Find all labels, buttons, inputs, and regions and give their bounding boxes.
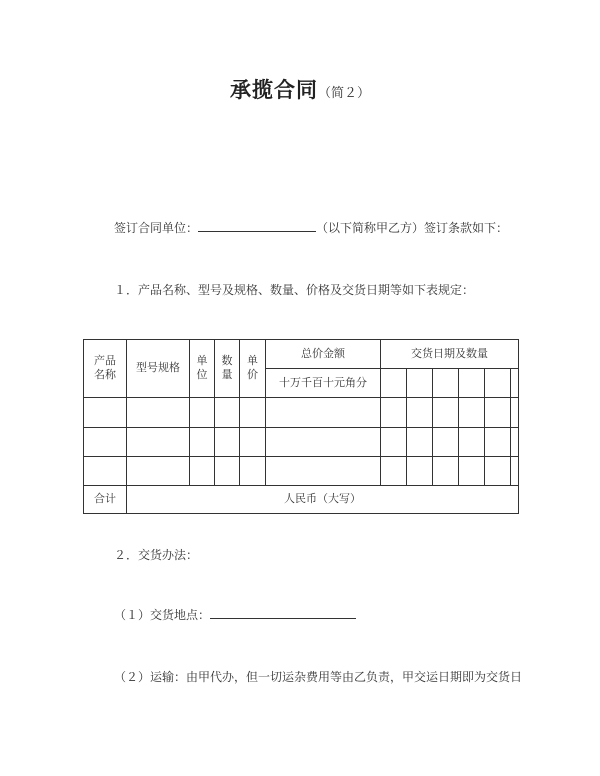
cell[interactable]: [190, 457, 215, 486]
header-product-name: 产品名称: [84, 340, 127, 398]
header-unit: 单位: [190, 340, 215, 398]
table-footer-row: [84, 486, 519, 514]
cell[interactable]: [433, 457, 459, 486]
delivery-location-blank[interactable]: [210, 606, 356, 619]
document-title: [0, 74, 600, 104]
parties-blank[interactable]: [198, 219, 316, 232]
header-quantity: 数量: [215, 340, 240, 398]
cell[interactable]: [459, 457, 485, 486]
parties-line: [114, 219, 508, 236]
cell[interactable]: [190, 398, 215, 428]
cell[interactable]: [511, 369, 519, 398]
cell[interactable]: [459, 398, 485, 428]
cell[interactable]: [266, 428, 381, 457]
cell[interactable]: [407, 369, 433, 398]
cell[interactable]: [215, 428, 240, 457]
cell[interactable]: [84, 457, 127, 486]
footer-label: 合计: [84, 486, 127, 514]
table-row: [84, 457, 519, 486]
cell[interactable]: [511, 457, 519, 486]
cell[interactable]: [240, 428, 266, 457]
cell[interactable]: [84, 398, 127, 428]
cell[interactable]: [433, 428, 459, 457]
cell[interactable]: [485, 369, 511, 398]
header-total-amount: 总价金额: [266, 340, 381, 369]
cell[interactable]: [127, 398, 190, 428]
cell[interactable]: [127, 457, 190, 486]
cell[interactable]: [511, 428, 519, 457]
header-unit-price: 单价: [240, 340, 266, 398]
header-model-spec: 型号规格: [127, 340, 190, 398]
parties-suffix: （以下简称甲乙方）签订条款如下：: [316, 221, 509, 235]
cell[interactable]: [127, 428, 190, 457]
clause-2: ２．交货办法：: [114, 548, 199, 562]
cell[interactable]: [84, 428, 127, 457]
cell[interactable]: [266, 457, 381, 486]
table-row: [84, 428, 519, 457]
title-main: 承揽合同: [229, 78, 318, 102]
cell[interactable]: [381, 457, 407, 486]
cell[interactable]: [459, 369, 485, 398]
cell[interactable]: [485, 428, 511, 457]
title-sub: （简２）: [317, 86, 370, 101]
clause-2-1-label: （１）交货地点：: [114, 608, 211, 622]
cell[interactable]: [381, 369, 407, 398]
cell[interactable]: [407, 428, 433, 457]
cell[interactable]: [407, 457, 433, 486]
footer-value[interactable]: 人民币（大写）: [127, 486, 519, 514]
cell[interactable]: [240, 398, 266, 428]
cell[interactable]: [407, 398, 433, 428]
cell[interactable]: [266, 398, 381, 428]
clause-2-1: [114, 606, 356, 623]
header-total-digits: 十万千百十元角分: [266, 369, 381, 398]
cell[interactable]: [190, 428, 215, 457]
cell[interactable]: [433, 398, 459, 428]
parties-label: 签订合同单位：: [114, 221, 199, 235]
cell[interactable]: [511, 398, 519, 428]
cell[interactable]: [381, 398, 407, 428]
header-delivery: 交货日期及数量: [381, 340, 519, 369]
cell[interactable]: [215, 457, 240, 486]
clause-1: １．产品名称、型号及规格、数量、价格及交货日期等如下表规定：: [114, 283, 475, 297]
table-row: [84, 398, 519, 428]
cell[interactable]: [433, 369, 459, 398]
cell[interactable]: [485, 457, 511, 486]
cell[interactable]: [240, 457, 266, 486]
cell[interactable]: [381, 428, 407, 457]
cell[interactable]: [459, 428, 485, 457]
clause-2-2: （２）运输：由甲代办，但一切运杂费用等由乙负责，甲交运日期即为交货日: [114, 670, 523, 684]
cell[interactable]: [215, 398, 240, 428]
cell[interactable]: [485, 398, 511, 428]
product-table: [83, 339, 519, 514]
